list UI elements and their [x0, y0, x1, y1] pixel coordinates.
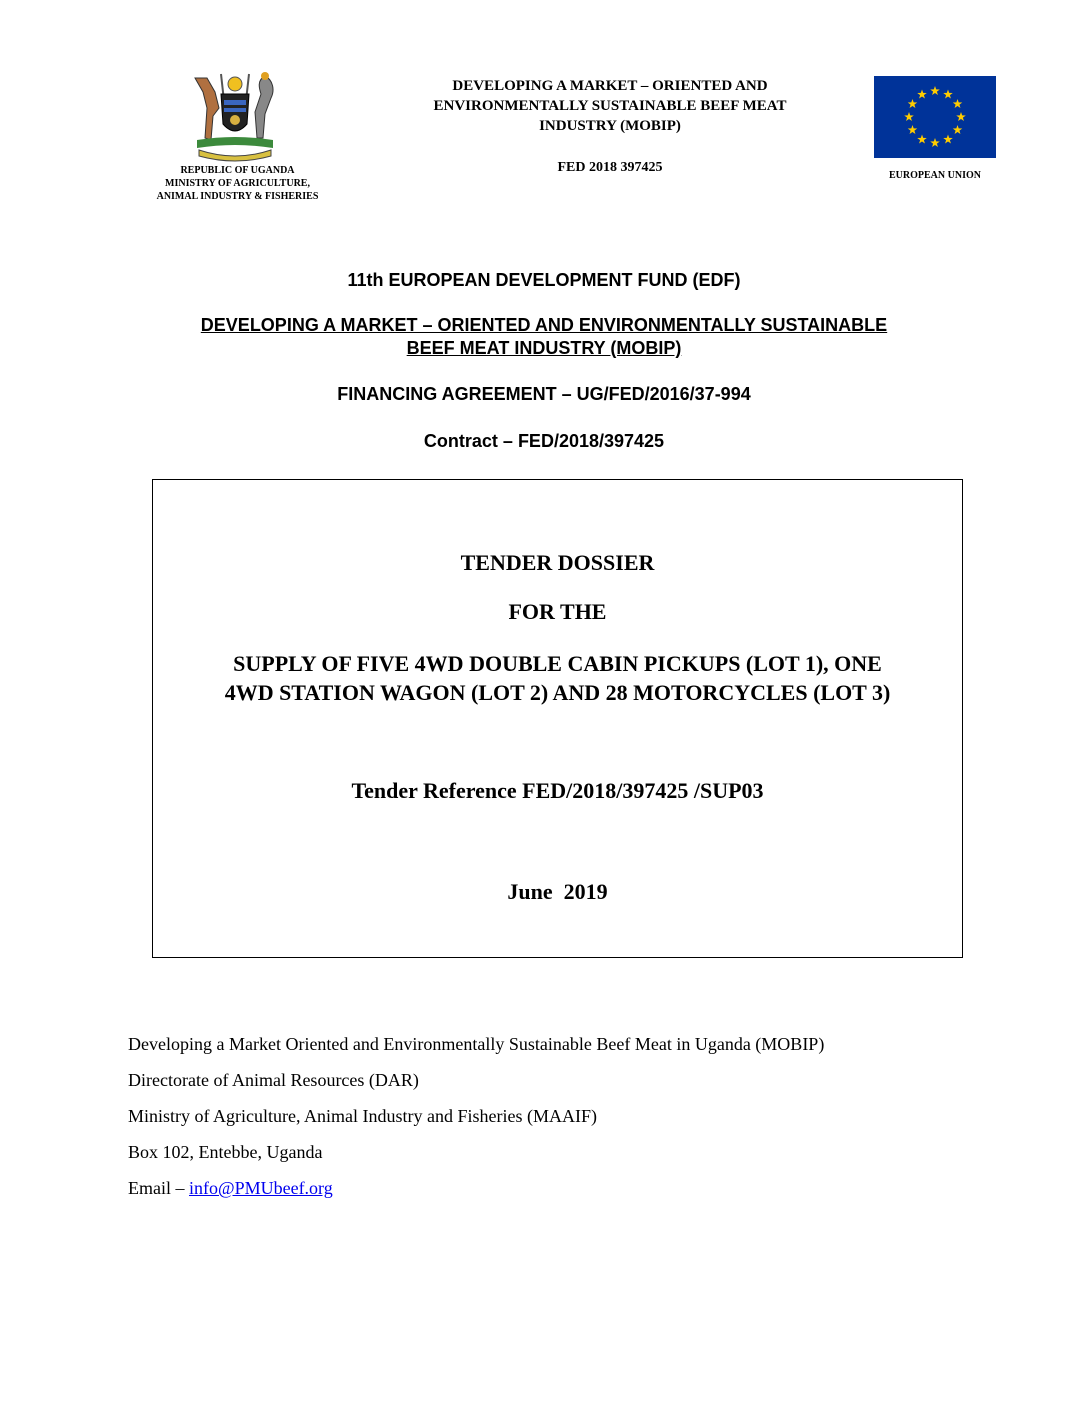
- uganda-label-line-1: REPUBLIC OF UGANDA: [180, 165, 295, 176]
- uganda-coat-of-arms-icon: [185, 68, 285, 164]
- address-line-3: Ministry of Agriculture, Animal Industry and Fisheries (MAAIF): [128, 1106, 597, 1126]
- program-heading: [100, 314, 988, 360]
- tender-for-the: FOR THE: [508, 599, 607, 624]
- tender-date: June 2019: [507, 879, 608, 904]
- email-prefix: Email –: [128, 1178, 189, 1198]
- tender-dossier-box: [152, 479, 963, 958]
- uganda-ministry-label: [120, 164, 355, 203]
- edf-heading: 11th EUROPEAN DEVELOPMENT FUND (EDF): [347, 270, 741, 290]
- address-line-1: Developing a Market Oriented and Environmentally Sustainable Beef Meat in Uganda (MOBIP): [128, 1034, 825, 1054]
- eu-label: EUROPEAN UNION: [889, 170, 981, 181]
- header-project-title: [380, 76, 840, 136]
- financing-agreement-heading: FINANCING AGREEMENT – UG/FED/2016/37-994: [337, 384, 751, 404]
- eu-flag-icon: [874, 76, 996, 158]
- tender-supply-line-1: SUPPLY OF FIVE 4WD DOUBLE CABIN PICKUPS (LOT 1), ONE: [233, 651, 882, 676]
- email-link[interactable]: info@PMUbeef.org: [189, 1178, 333, 1198]
- program-heading-line-1: DEVELOPING A MARKET – ORIENTED AND ENVIRONMENTALLY SUSTAINABLE: [200, 315, 888, 335]
- contract-heading: Contract – FED/2018/397425: [423, 431, 665, 451]
- email-line: [128, 1170, 824, 1206]
- uganda-label-line-2: MINISTRY OF AGRICULTURE,: [165, 178, 310, 189]
- header-reference: FED 2018 397425: [557, 160, 663, 175]
- uganda-label-line-3: ANIMAL INDUSTRY & FISHERIES: [156, 191, 319, 202]
- address-line-2: Directorate of Animal Resources (DAR): [128, 1070, 419, 1090]
- tender-supply-description: [153, 649, 962, 707]
- header-title-line-2: ENVIRONMENTALLY SUSTAINABLE BEEF MEAT: [433, 98, 787, 114]
- address-line-4: Box 102, Entebbe, Uganda: [128, 1142, 323, 1162]
- program-heading-line-2: BEEF MEAT INDUSTRY (MOBIP): [406, 338, 682, 358]
- contact-address-block: [128, 1026, 824, 1206]
- header-title-line-1: DEVELOPING A MARKET – ORIENTED AND: [452, 78, 768, 94]
- header-title-line-3: INDUSTRY (MOBIP): [539, 118, 681, 134]
- tender-dossier-title: TENDER DOSSIER: [460, 550, 655, 575]
- tender-supply-line-2: 4WD STATION WAGON (LOT 2) AND 28 MOTORCYCLES (LOT 3): [224, 680, 891, 705]
- tender-reference: Tender Reference FED/2018/397425 /SUP03: [351, 778, 764, 803]
